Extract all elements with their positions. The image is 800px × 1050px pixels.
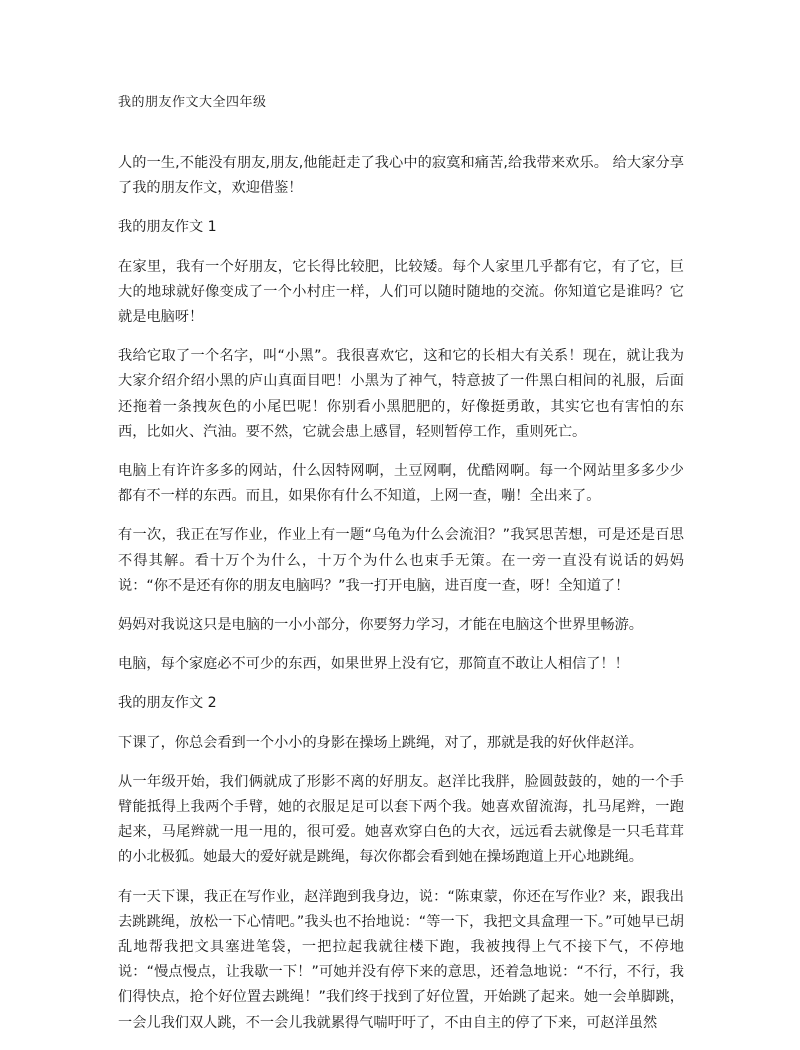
section-heading: 我的朋友作文 1 [118,219,217,236]
paragraph: 下课了，你总会看到一个小小的身影在操场上跳绳，对了，那就是我的好伙伴赵洋。 [118,734,643,751]
document-body [118,151,684,1050]
document-title: 我的朋友作文大全四年级 [118,95,267,110]
paragraph: 电脑，每个家庭必不可少的东西，如果世界上没有它，那简直不敢让人相信了！！ [118,656,629,673]
paragraph: 有一次，我正在写作业，作业上有一题“乌龟为什么会流泪？”我冥思苦想，可是还是百思不得其解。看十万个为什么，十万个为什么也束手无策。在一旁一直没有说话的妈妈说：“你不是还有你的朋友电脑吗？”我一打开电脑，进百度一查，呀！全知道了！ [118,527,684,594]
paragraph: 我给它取了一个名字，叫“小黑”。我很喜欢它，这和它的长相大有关系！现在，就让我为大家介绍介绍小黑的庐山真面目吧！小黑为了神气，特意披了一件黑白相间的礼服，后面还拖着一条拽灰色的小尾巴呢！你别看小黑肥肥的，好像挺勇敢，其实它也有害怕的东西，比如火、汽油。要不然，它就会患上感冒，轻则暂停工作，重则死亡。 [118,348,684,440]
paragraph: 妈妈对我说这只是电脑的一小小部分，你要努力学习，才能在电脑这个世界里畅游。 [118,617,643,634]
paragraph: 从一年级开始，我们俩就成了形影不离的好朋友。赵洋比我胖，脸圆鼓鼓的，她的一个手臂能抵得上我两个手臂，她的衣服足足可以套下两个我。她喜欢留流海，扎马尾辫，一跑起来，马尾辫就一甩一甩的，很可爱。她喜欢穿白色的大衣，远远看去就像是一只毛茸茸的小北极狐。她最大的爱好就是跳绳，每次你都会看到她在操场跑道上开心地跳绳。 [118,773,684,866]
paragraph: 在家里，我有一个好朋友，它长得比较肥，比较矮。每个人家里几乎都有它，有了它，巨大的地球就好像变成了一个小村庄一样，人们可以随时随地的交流。你知道它是谁吗？它就是电脑呀！ [118,258,684,326]
paragraph: 电脑上有许许多多的网站，什么因特网啊，土豆网啊，优酷网啊。每一个网站里多多少少都有不一样的东西。而且，如果你有什么不知道，上网一查，嘣！全出来了。 [118,463,684,505]
paragraph: 人的一生,不能没有朋友,朋友,他能赶走了我心中的寂寞和痛苦,给我带来欢乐。 给大家分享了我的朋友作文，欢迎借鉴！ [118,155,684,197]
section-heading: 我的朋友作文 2 [118,695,217,712]
paragraph: 有一天下课，我正在写作业，赵洋跑到我身边，说：“陈東蒙，你还在写作业？来，跟我出去跳跳绳，放松一下心情吧。”我头也不抬地说：“等一下，我把文具盒理一下。”可她早已胡乱地帮我把文具塞进笔袋，一把拉起我就往楼下跑，我被拽得上气不接下气，不停地说：“慢点慢点，让我歇一下！”可她并没有停下来的意思，还着急地说：“不行，不行，我们得快点，抢个好位置去跳绳！”我们终于找到了好位置，开始跳了起来。她一会单脚跳，一会儿我们双人跳，不一会儿我就累得气喘吁吁了，不由自主的停了下来，可赵洋虽然 [118,888,684,1031]
